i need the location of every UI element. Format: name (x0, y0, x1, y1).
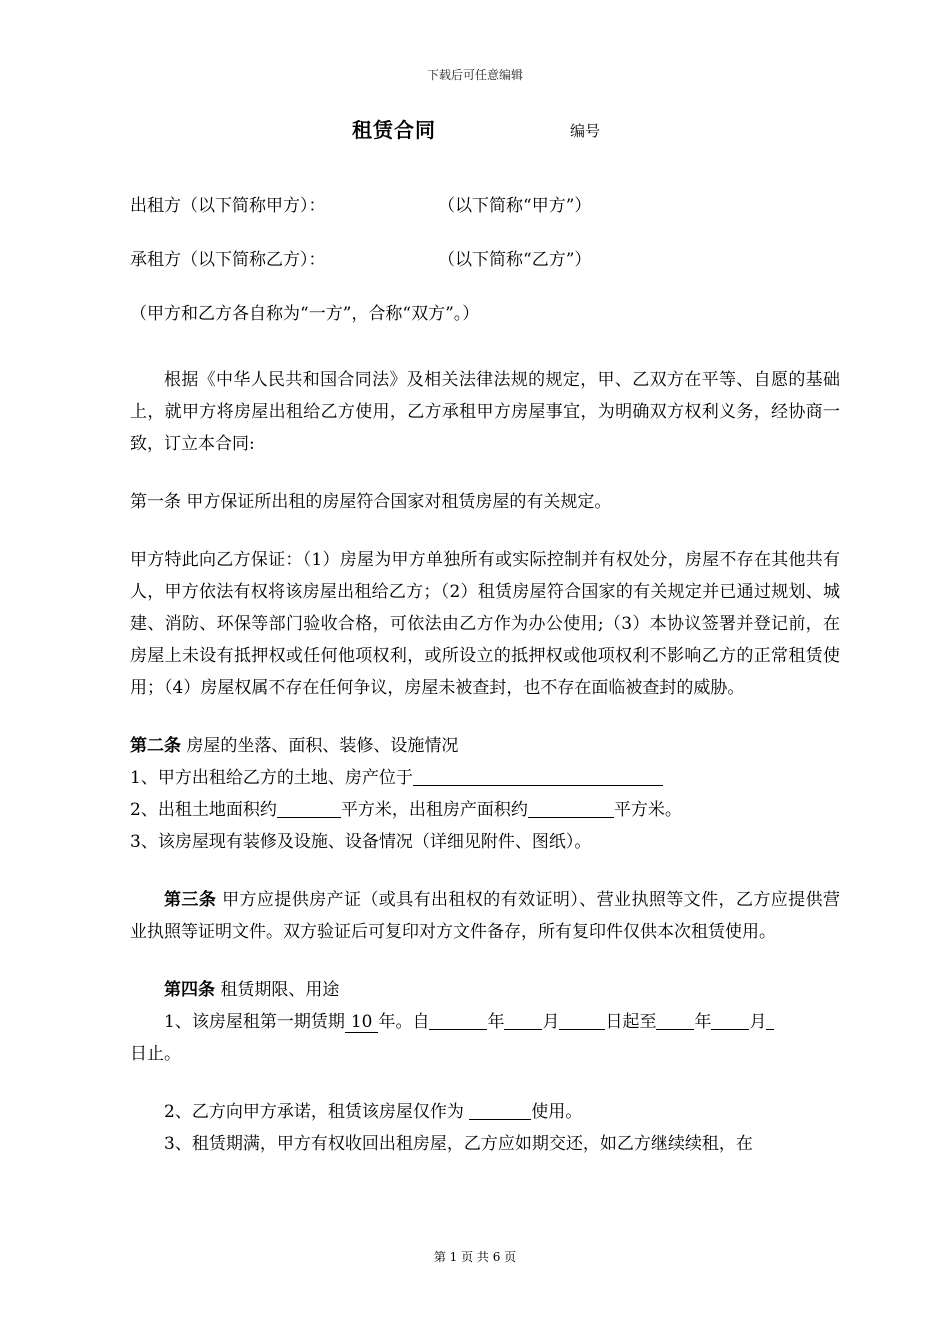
lessor-label: 出租方（以下简称甲方）： (130, 196, 326, 216)
start-day-blank (559, 1009, 605, 1030)
end-day-label: 日止。 (130, 1044, 181, 1064)
end-month-label: 月 (749, 1012, 767, 1032)
usage-blank (469, 1099, 531, 1120)
end-year-blank (656, 1009, 694, 1030)
article-1-guarantee: 甲方特此向乙方保证：（1）房屋为甲方单独所有或实际控制并有权处分，房屋不存在其他共有人，甲方依法有权将该房屋出租给乙方；（2）租赁房屋符合国家的有关规定并已通过规划、城建、消防、环保等部门验收合格，可依法由乙方作为办公使用;（3）本协议签署并登记前，在房屋上未设有抵押权或任何他项权利，或所设立的抵押权或他项权利不影响乙方的正常租赁使用；（4）房屋权属不存在任何争议，房屋未被查封，也不存在面临被查封的威胁。 (130, 550, 840, 698)
land-area-label: 2、出租土地面积约 (130, 800, 277, 820)
lessee-row (130, 244, 840, 276)
article-3-heading: 第三条 (164, 890, 217, 910)
building-area-blank (528, 797, 614, 818)
article-4-item-3: 3、租赁期满，甲方有权收回出租房屋，乙方应如期交还，如乙方继续续租，在 (164, 1134, 753, 1154)
preamble-paragraph: 根据《中华人民共和国合同法》及相关法律法规的规定，甲、乙双方在平等、自愿的基础上，就甲方将房屋出租给乙方使用，乙方承租甲方房屋事宜，为明确双方权利义务，经协商一致，订立本合同: (130, 370, 840, 454)
article-4-heading-line (130, 974, 840, 1006)
article-2-item-1 (130, 762, 840, 794)
lessee-alias: （以下简称“乙方”） (438, 250, 592, 270)
land-area-blank (277, 797, 341, 818)
end-month-blank (711, 1009, 749, 1030)
document-body (130, 190, 840, 1160)
article-2-heading-line (130, 730, 840, 762)
article-1: 第一条 甲方保证所出租的房屋符合国家对租赁房屋的有关规定。 (130, 492, 612, 512)
parties-collective-note: （甲方和乙方各自称为“一方”，合称“双方”。） (130, 304, 480, 324)
article-4-title: 租赁期限、用途 (215, 980, 340, 1000)
document-title: 租赁合同 (352, 118, 436, 142)
article-4-item-1 (130, 1006, 840, 1070)
article-3-text: 甲方应提供房产证（或具有出租权的有效证明）、营业执照等文件，乙方应提供营业执照等证明文件。双方验证后可复印对方文件备存，所有复印件仅供本次租赁使用。 (130, 890, 841, 942)
term-from-label: 年。自 (378, 1012, 430, 1032)
document-number-label: 编号 (570, 122, 601, 140)
location-blank (413, 765, 663, 786)
lessor-row (130, 190, 840, 222)
article-2-item-2 (130, 794, 840, 826)
article-2-item-3: 3、该房屋现有装修及设施、设备情况（详细见附件、图纸）。 (130, 832, 592, 852)
article-4-item-2 (130, 1096, 840, 1128)
lessee-label: 承租方（以下简称乙方）： (130, 250, 326, 270)
end-day-blank (766, 1009, 774, 1030)
article-2-item-1-text: 1、甲方出租给乙方的土地、房产位于 (130, 768, 413, 788)
usage-suffix: 使用。 (531, 1102, 583, 1122)
article-4-heading: 第四条 (164, 980, 215, 1000)
start-day-label: 日起至 (605, 1012, 657, 1032)
usage-label: 2、乙方向甲方承诺，租赁该房屋仅作为 (164, 1102, 464, 1122)
start-year-blank (429, 1009, 487, 1030)
article-3 (130, 884, 840, 948)
article-2-heading: 第二条 (130, 736, 181, 756)
page-footer: 第 1 页 共 6 页 (433, 1250, 517, 1264)
start-month-blank (504, 1009, 542, 1030)
term-label: 1、该房屋租第一期赁期 (164, 1012, 345, 1032)
term-years-value: 10 (345, 1012, 379, 1033)
start-month-label: 月 (542, 1012, 560, 1032)
building-area-label: 平方米，出租房产面积约 (340, 800, 528, 820)
area-unit-text: 平方米。 (613, 800, 682, 820)
end-year-label: 年 (694, 1012, 712, 1032)
lessor-alias: （以下简称“甲方”） (438, 196, 592, 216)
start-year-label: 年 (487, 1012, 505, 1032)
header-note: 下载后可任意编辑 (426, 68, 523, 82)
article-2-title: 房屋的坐落、面积、装修、设施情况 (181, 736, 459, 756)
